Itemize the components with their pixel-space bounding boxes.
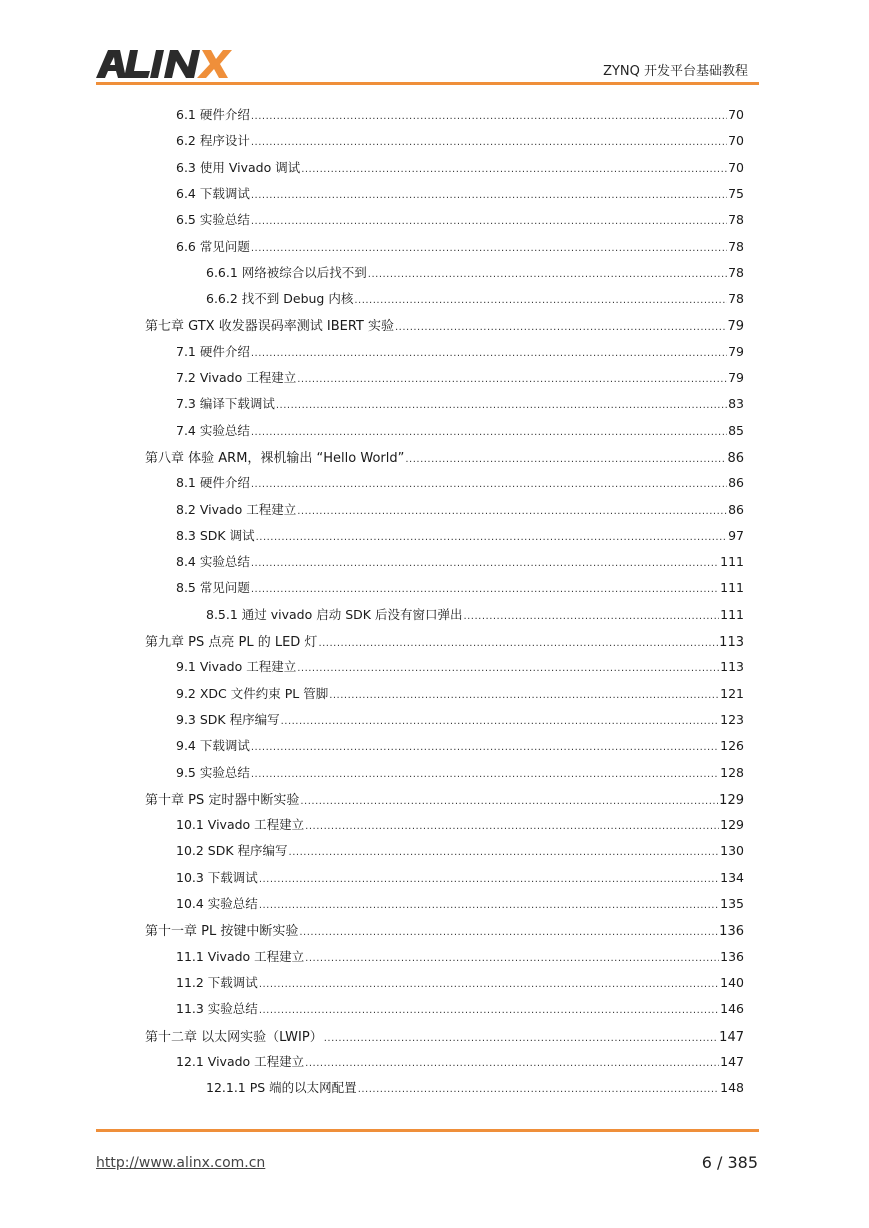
toc-dot-leader (318, 638, 718, 649)
toc-dot-leader (251, 190, 727, 201)
toc-entry-title: 9.5 实验总结 (176, 764, 250, 780)
toc-entry-title: 8.3 SDK 调试 (176, 527, 255, 543)
toc-entry-page: 129 (720, 817, 744, 833)
toc-dot-leader (251, 111, 727, 122)
toc-entry[interactable] (206, 605, 744, 625)
toc-entry[interactable] (176, 763, 744, 783)
toc-dot-leader (251, 216, 727, 227)
toc-entry-page: 78 (728, 212, 744, 228)
toc-entry-page: 70 (728, 159, 744, 175)
toc-entry-title: 第八章 体验 ARM，裸机输出 “Hello World” (145, 450, 405, 466)
toc-entry[interactable] (176, 815, 744, 835)
toc-entry-title: 第十章 PS 定时器中断实验 (145, 792, 300, 808)
toc-entry-page: 70 (728, 107, 744, 122)
toc-entry-title: 8.1 硬件介绍 (176, 475, 250, 491)
toc-entry[interactable] (176, 500, 744, 520)
toc-dot-leader (305, 1058, 719, 1069)
toc-entry-title: 11.1 Vivado 工程建立 (176, 948, 305, 964)
toc-entry-page: 148 (720, 1080, 744, 1096)
toc-entry[interactable] (176, 1052, 744, 1072)
toc-entry-title: 9.1 Vivado 工程建立 (176, 659, 297, 675)
toc-dot-leader (251, 584, 719, 595)
toc-entry[interactable] (206, 263, 744, 283)
toc-entry-page: 146 (720, 1001, 744, 1017)
toc-entry-page: 111 (720, 580, 744, 596)
header-divider (96, 82, 759, 85)
toc-entry[interactable] (176, 394, 744, 414)
toc-entry[interactable] (176, 473, 744, 493)
toc-dot-leader (259, 874, 719, 885)
toc-dot-leader (329, 690, 719, 701)
toc-entry-page: 79 (728, 370, 744, 385)
toc-dot-leader (251, 742, 719, 753)
toc-entry-title: 8.2 Vivado 工程建立 (176, 501, 297, 517)
toc-dot-leader (305, 821, 719, 832)
toc-dot-leader (259, 979, 719, 990)
toc-entry-page: 79 (728, 343, 744, 359)
toc-entry[interactable] (145, 1026, 744, 1046)
toc-entry[interactable] (176, 552, 744, 572)
toc-entry-page: 83 (728, 396, 744, 412)
toc-dot-leader (297, 663, 719, 674)
toc-entry-page: 128 (720, 764, 744, 780)
toc-entry-page: 111 (720, 554, 744, 570)
toc-entry[interactable] (176, 684, 744, 704)
toc-entry-page: 70 (728, 133, 744, 149)
toc-entry-title: 9.2 XDC 文件约束 PL 管脚 (176, 685, 329, 701)
toc-dot-leader (251, 137, 727, 148)
toc-dot-leader (276, 400, 727, 411)
toc-entry-title: 6.4 下载调试 (176, 185, 250, 201)
toc-dot-leader (305, 953, 719, 964)
toc-entry-page: 140 (720, 974, 744, 990)
toc-entry-title: 12.1 Vivado 工程建立 (176, 1053, 305, 1069)
toc-entry-page: 121 (720, 685, 744, 701)
toc-entry[interactable] (176, 841, 744, 861)
toc-dot-leader (251, 479, 727, 490)
toc-dot-leader (301, 164, 727, 175)
toc-entry-page: 147 (719, 1029, 744, 1045)
toc-entry-title: 7.2 Vivado 工程建立 (176, 370, 297, 385)
toc-dot-leader (289, 847, 720, 858)
toc-entry[interactable] (145, 920, 744, 940)
toc-entry-title: 11.3 实验总结 (176, 1001, 258, 1017)
toc-entry-title: 12.1.1 PS 端的以太网配置 (206, 1080, 357, 1096)
toc-entry-title: 8.4 实验总结 (176, 554, 250, 570)
toc-entry-page: 126 (720, 738, 744, 754)
toc-entry-title: 第十一章 PL 按键中断实验 (145, 924, 299, 940)
toc-dot-leader (297, 506, 727, 517)
toc-entry-page: 86 (727, 450, 744, 466)
toc-entry-title: 第七章 GTX 收发器误码率测试 IBERT 实验 (145, 319, 394, 335)
toc-entry-page: 130 (720, 843, 744, 859)
toc-entry-title: 7.3 编译下载调试 (176, 396, 275, 412)
toc-dot-leader (354, 295, 727, 306)
toc-entry[interactable] (176, 342, 744, 362)
toc-dot-leader (251, 348, 727, 359)
toc-entry[interactable] (176, 947, 744, 967)
toc-dot-leader (405, 454, 726, 465)
toc-entry[interactable] (145, 789, 744, 809)
toc-entry-title: 6.6.1 网络被综合以后找不到 (206, 264, 367, 280)
toc-entry-page: 85 (728, 422, 744, 438)
footer-website-link[interactable]: http://www.alinx.com.cn (96, 1155, 266, 1171)
toc-dot-leader (256, 532, 728, 543)
toc-dot-leader (299, 927, 718, 938)
toc-dot-leader (297, 374, 727, 385)
toc-entry-title: 7.1 硬件介绍 (176, 343, 250, 359)
toc-entry[interactable] (176, 368, 744, 388)
toc-entry-title: 6.1 硬件介绍 (176, 107, 250, 122)
toc-entry-page: 134 (720, 869, 744, 885)
toc-entry[interactable] (176, 105, 744, 125)
toc-entry-page: 86 (728, 501, 744, 517)
toc-entry-page: 147 (720, 1053, 744, 1069)
toc-entry[interactable] (206, 1078, 744, 1098)
toc-entry[interactable] (176, 894, 744, 914)
toc-entry-page: 78 (728, 264, 744, 280)
toc-entry-page: 123 (720, 711, 744, 727)
toc-entry[interactable] (176, 526, 744, 546)
toc-entry-title: 10.3 下载调试 (176, 869, 258, 885)
toc-entry-page: 129 (719, 792, 744, 808)
toc-entry-page: 79 (727, 319, 744, 335)
toc-entry-title: 9.4 下载调试 (176, 738, 250, 754)
toc-dot-leader (251, 558, 719, 569)
toc-entry[interactable] (176, 578, 744, 598)
toc-dot-leader (251, 769, 719, 780)
toc-entry[interactable] (176, 131, 744, 151)
toc-entry[interactable] (176, 237, 744, 257)
toc-dot-leader (300, 796, 718, 807)
toc-dot-leader (259, 1005, 719, 1016)
toc-dot-leader (395, 322, 726, 333)
toc-entry-title: 8.5 常见问题 (176, 580, 250, 596)
toc-entry-page: 75 (728, 185, 744, 201)
toc-entry-page: 135 (720, 896, 744, 911)
alinx-logo (96, 48, 232, 80)
page-number: 6 / 385 (701, 1153, 758, 1172)
toc-entry[interactable] (176, 973, 744, 993)
toc-entry-title: 6.5 实验总结 (176, 212, 250, 228)
toc-dot-leader (368, 269, 727, 280)
footer-divider (96, 1129, 759, 1132)
toc-dot-leader (463, 611, 719, 622)
toc-entry-title: 6.6 常见问题 (176, 238, 250, 254)
toc-entry-page: 78 (728, 238, 744, 254)
toc-entry-title: 第十二章 以太网实验（LWIP） (145, 1029, 323, 1045)
toc-dot-leader (251, 243, 727, 254)
toc-entry[interactable] (176, 868, 744, 888)
toc-entry[interactable] (145, 631, 744, 651)
toc-dot-leader (358, 1084, 719, 1095)
toc-dot-leader (251, 427, 727, 438)
toc-entry-title: 7.4 实验总结 (176, 422, 250, 438)
toc-entry-title: 10.1 Vivado 工程建立 (176, 817, 305, 833)
toc-entry-page: 97 (728, 527, 744, 543)
toc-entry-page: 113 (719, 635, 744, 650)
toc-entry-page: 136 (719, 924, 744, 940)
toc-entry-title: 6.3 使用 Vivado 调试 (176, 159, 301, 175)
toc-entry[interactable] (176, 710, 744, 730)
toc-entry-title: 9.3 SDK 程序编写 (176, 711, 280, 727)
toc-entry[interactable] (176, 999, 744, 1019)
toc-entry[interactable] (206, 289, 744, 309)
toc-entry-page: 111 (720, 606, 744, 622)
toc-entry-title: 10.2 SDK 程序编写 (176, 843, 288, 859)
toc-entry[interactable] (176, 657, 744, 677)
toc-entry-title: 6.6.2 找不到 Debug 内核 (206, 291, 354, 307)
toc-entry-title: 第九章 PS 点亮 PL 的 LED 灯 (145, 635, 318, 650)
toc-entry[interactable] (176, 184, 744, 204)
toc-dot-leader (259, 900, 719, 911)
toc-dot-leader (281, 716, 720, 727)
toc-dot-leader (324, 1033, 718, 1044)
toc-entry[interactable] (145, 447, 744, 467)
toc-entry-page: 78 (728, 291, 744, 307)
toc-entry[interactable] (176, 421, 744, 441)
toc-entry[interactable] (176, 210, 744, 230)
toc-entry-title: 11.2 下载调试 (176, 974, 258, 990)
toc-entry-page: 136 (720, 948, 744, 964)
toc-entry[interactable] (176, 158, 744, 178)
toc-entry-title: 6.2 程序设计 (176, 133, 250, 149)
toc-entry-title: 10.4 实验总结 (176, 896, 258, 911)
toc-entry-page: 86 (728, 475, 744, 491)
document-title: ZYNQ 开发平台基础教程 (603, 64, 748, 79)
toc-entry[interactable] (145, 315, 744, 335)
toc-entry-page: 113 (720, 659, 744, 675)
toc-entry[interactable] (176, 736, 744, 756)
toc-entry-title: 8.5.1 通过 vivado 启动 SDK 后没有窗口弹出 (206, 606, 463, 622)
